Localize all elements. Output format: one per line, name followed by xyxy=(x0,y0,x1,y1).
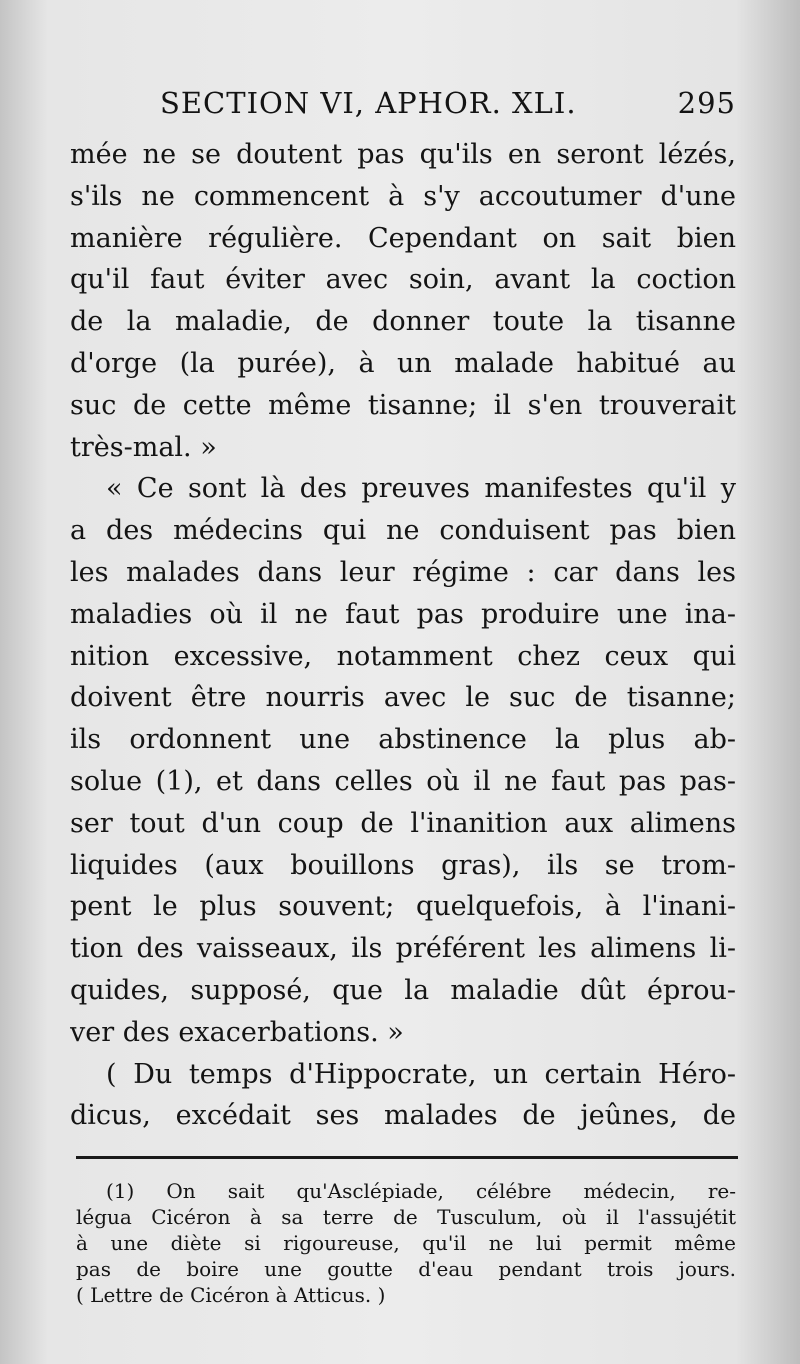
body-line: liquides (aux bouillons gras), ils se trom- xyxy=(70,849,736,881)
body-line: manière régulière. Cependant on sait bien xyxy=(70,222,736,254)
footnote-divider xyxy=(76,1156,738,1159)
body-line: ser tout d'un coup de l'inanition aux alimens xyxy=(70,807,736,839)
body-line: pent le plus souvent; quelquefois, à l'inani- xyxy=(70,891,736,923)
footnote-line: (1) On sait qu'Asclépiade, célébre médecin, re- xyxy=(106,1179,736,1203)
body-text xyxy=(70,134,736,1138)
body-line: ( Du temps d'Hippocrate, un certain Héro- xyxy=(106,1058,736,1090)
body-line: qu'il faut éviter avec soin, avant la coction xyxy=(70,264,736,296)
body-line: quides, supposé, que la maladie dût éprou- xyxy=(70,974,736,1006)
page-header xyxy=(160,82,736,126)
footnote-line: à une diète si rigoureuse, qu'il ne lui permit même xyxy=(76,1231,736,1255)
body-line: mée ne se doutent pas qu'ils en seront lézés, xyxy=(70,139,736,170)
body-line: dicus, excédait ses malades de jeûnes, de xyxy=(70,1100,736,1132)
body-line: suc de cette même tisanne; il s'en trouverait xyxy=(70,389,736,421)
body-line: maladies où il ne faut pas produire une ina- xyxy=(70,598,736,630)
body-line: les malades dans leur régime : car dans les xyxy=(70,556,736,588)
footnote xyxy=(76,1178,736,1308)
body-line: nition excessive, notamment chez ceux qui xyxy=(70,640,736,672)
footnote-line: ( Lettre de Cicéron à Atticus. ) xyxy=(76,1283,386,1307)
page-number: 295 xyxy=(677,86,736,120)
running-title: SECTION VI, APHOR. XLI. xyxy=(160,86,577,120)
body-line: ils ordonnent une abstinence la plus ab- xyxy=(70,724,736,756)
body-line: « Ce sont là des preuves manifestes qu'il y xyxy=(106,473,736,505)
footnote-line: légua Cicéron à sa terre de Tusculum, où il l'assujétit xyxy=(76,1205,736,1229)
body-line: tion des vaisseaux, ils préférent les alimens li- xyxy=(70,933,736,965)
body-line: de la maladie, de donner toute la tisanne xyxy=(70,306,736,338)
body-line: très-mal. » xyxy=(70,431,217,463)
body-line: doivent être nourris avec le suc de tisanne; xyxy=(70,682,736,714)
body-line: a des médecins qui ne conduisent pas bien xyxy=(70,515,736,547)
footnote-line: pas de boire une goutte d'eau pendant trois jours. xyxy=(76,1257,736,1281)
body-line: s'ils ne commencent à s'y accoutumer d'une xyxy=(70,180,736,212)
body-line: solue (1), et dans celles où il ne faut pas pas- xyxy=(70,765,736,797)
body-line: d'orge (la purée), à un malade habitué au xyxy=(70,347,736,379)
body-line: ver des exacerbations. » xyxy=(70,1016,404,1048)
